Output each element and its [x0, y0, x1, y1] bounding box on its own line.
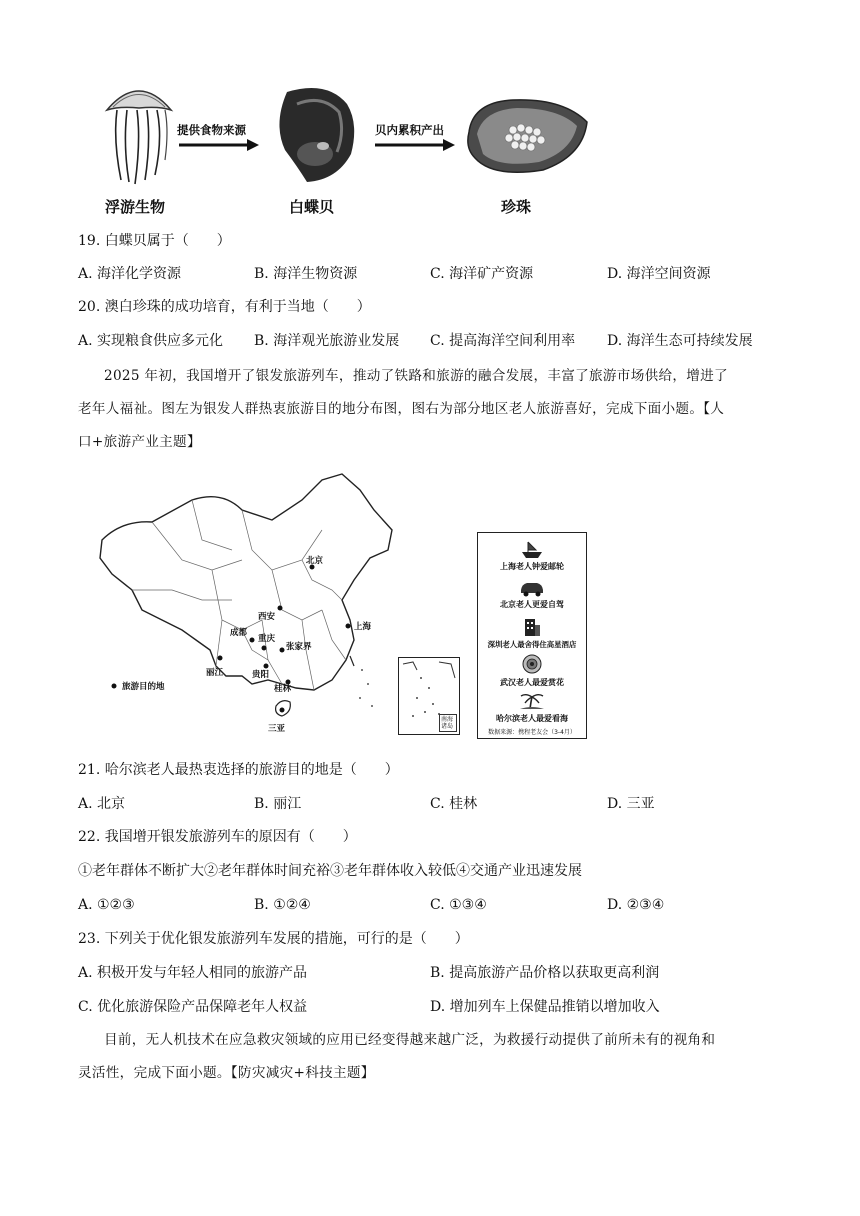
question-22-option-d[interactable]: D. ②③④ — [607, 897, 665, 913]
question-19-option-b[interactable]: B. 海洋生物资源 — [254, 266, 358, 282]
question-20-option-b[interactable]: B. 海洋观光旅游业发展 — [254, 333, 400, 349]
question-22-statements: ①老年群体不断扩大②老年群体时间充裕③老年群体收入较低④交通产业迅速发展 — [78, 863, 582, 879]
map-city-shanghai: 上海 — [354, 622, 372, 632]
car-icon — [518, 579, 546, 597]
right-arrow-icon — [375, 138, 455, 152]
question-23-option-d[interactable]: D. 增加列车上保健品推销以增加收入 — [430, 999, 660, 1015]
question-21-option-c[interactable]: C. 桂林 — [430, 796, 478, 812]
figure-label-pearl: 珍珠 — [501, 198, 532, 216]
pearl-image — [463, 92, 591, 176]
map-city-xian: 西安 — [258, 612, 276, 622]
figure-label-plankton: 浮游生物 — [105, 198, 166, 216]
map-city-lijiang: 丽江 — [206, 668, 224, 678]
question-21-stem: 21. 哈尔滨老人最热衷选择的旅游目的地是（ ） — [78, 762, 399, 778]
hotel-icon — [522, 617, 542, 637]
map-legend-label: 旅游目的地 — [122, 682, 165, 692]
map-city-guilin: 桂林 — [274, 684, 292, 694]
pearl-chain-figure — [95, 80, 605, 220]
question-23-option-a[interactable]: A. 积极开发与年轻人相同的旅游产品 — [78, 965, 308, 981]
map-city-sanya: 三亚 — [268, 724, 286, 734]
palm-beach-icon — [518, 691, 546, 711]
question-21-option-d[interactable]: D. 三亚 — [607, 796, 655, 812]
question-22-option-a[interactable]: A. ①②③ — [78, 897, 135, 913]
question-22-option-b[interactable]: B. ①②④ — [254, 897, 311, 913]
question-23-option-c[interactable]: C. 优化旅游保险产品保障老年人权益 — [78, 999, 308, 1015]
preference-shenzhen: 深圳老人最舍得住高星酒店 — [487, 640, 577, 649]
passage-tourism-line-3: 口+旅游产业主题】 — [78, 434, 201, 450]
right-arrow-icon — [179, 138, 259, 152]
pearl-oyster-image — [267, 84, 359, 184]
question-20-option-c[interactable]: C. 提高海洋空间利用率 — [430, 333, 576, 349]
question-19-stem: 19. 白蝶贝属于（ ） — [78, 233, 231, 249]
inset-label: 南海诸岛 — [439, 714, 457, 732]
preference-harbin: 哈尔滨老人最爱看海 — [496, 714, 568, 723]
question-20-option-a[interactable]: A. 实现粮食供应多元化 — [78, 333, 224, 349]
question-21-option-b[interactable]: B. 丽江 — [254, 796, 302, 812]
map-city-guiyang: 贵阳 — [252, 670, 270, 680]
cruise-ship-icon — [520, 539, 544, 559]
map-city-beijing: 北京 — [306, 556, 324, 566]
passage-tourism — [78, 360, 778, 459]
arrow-label-food: 提供食物来源 — [177, 123, 246, 137]
question-19-option-c[interactable]: C. 海洋矿产资源 — [430, 266, 534, 282]
figure-label-oyster: 白蝶贝 — [289, 198, 335, 216]
preference-beijing: 北京老人更爱自驾 — [500, 600, 564, 609]
question-19-option-a[interactable]: A. 海洋化学资源 — [78, 266, 182, 282]
south-china-sea-inset — [398, 657, 460, 735]
question-21-option-a[interactable]: A. 北京 — [78, 796, 126, 812]
plankton-image — [99, 80, 179, 185]
arrow-label-accumulate: 贝内累积产出 — [375, 123, 444, 137]
question-23-stem: 23. 下列关于优化银发旅游列车发展的措施，可行的是（ ） — [78, 931, 469, 947]
question-22-stem: 22. 我国增开银发旅游列车的原因有（ ） — [78, 829, 357, 845]
question-20-stem: 20. 澳白珍珠的成功培育，有利于当地（ ） — [78, 299, 371, 315]
preference-source: 数据来源：携程老友会（3-4月） — [488, 729, 576, 736]
passage-drones-line-2: 灵活性，完成下面小题。【防灾减灾+科技主题】 — [78, 1065, 375, 1081]
question-20-option-d[interactable]: D. 海洋生态可持续发展 — [607, 333, 753, 349]
passage-tourism-line-2: 老年人福祉。图左为银发人群热衷旅游目的地分布图，图右为部分地区老人旅游喜好，完成下面小题。【人 — [78, 401, 725, 417]
passage-drones-line-1: 目前，无人机技术在应急救灾领域的应用已经变得越来越广泛，为救援行动提供了前所未有的视角和 — [104, 1032, 716, 1048]
map-city-chongqing: 重庆 — [258, 634, 276, 644]
question-22-option-c[interactable]: C. ①③④ — [430, 897, 487, 913]
elderly-preference-panel — [477, 532, 587, 739]
map-city-chengdu: 成都 — [230, 628, 248, 638]
question-19-option-d[interactable]: D. 海洋空间资源 — [607, 266, 711, 282]
map-city-zhangjiajie: 张家界 — [286, 642, 312, 652]
preference-wuhan: 武汉老人最爱赏花 — [500, 678, 564, 687]
flower-icon — [520, 653, 544, 675]
question-23-option-b[interactable]: B. 提高旅游产品价格以获取更高利润 — [430, 965, 660, 981]
preference-shanghai: 上海老人钟爱邮轮 — [500, 562, 564, 571]
passage-tourism-line-1: 2025 年初，我国增开了银发旅游列车，推动了铁路和旅游的融合发展，丰富了旅游市场供给，增进了 — [104, 368, 728, 384]
passage-drones — [78, 1024, 778, 1090]
